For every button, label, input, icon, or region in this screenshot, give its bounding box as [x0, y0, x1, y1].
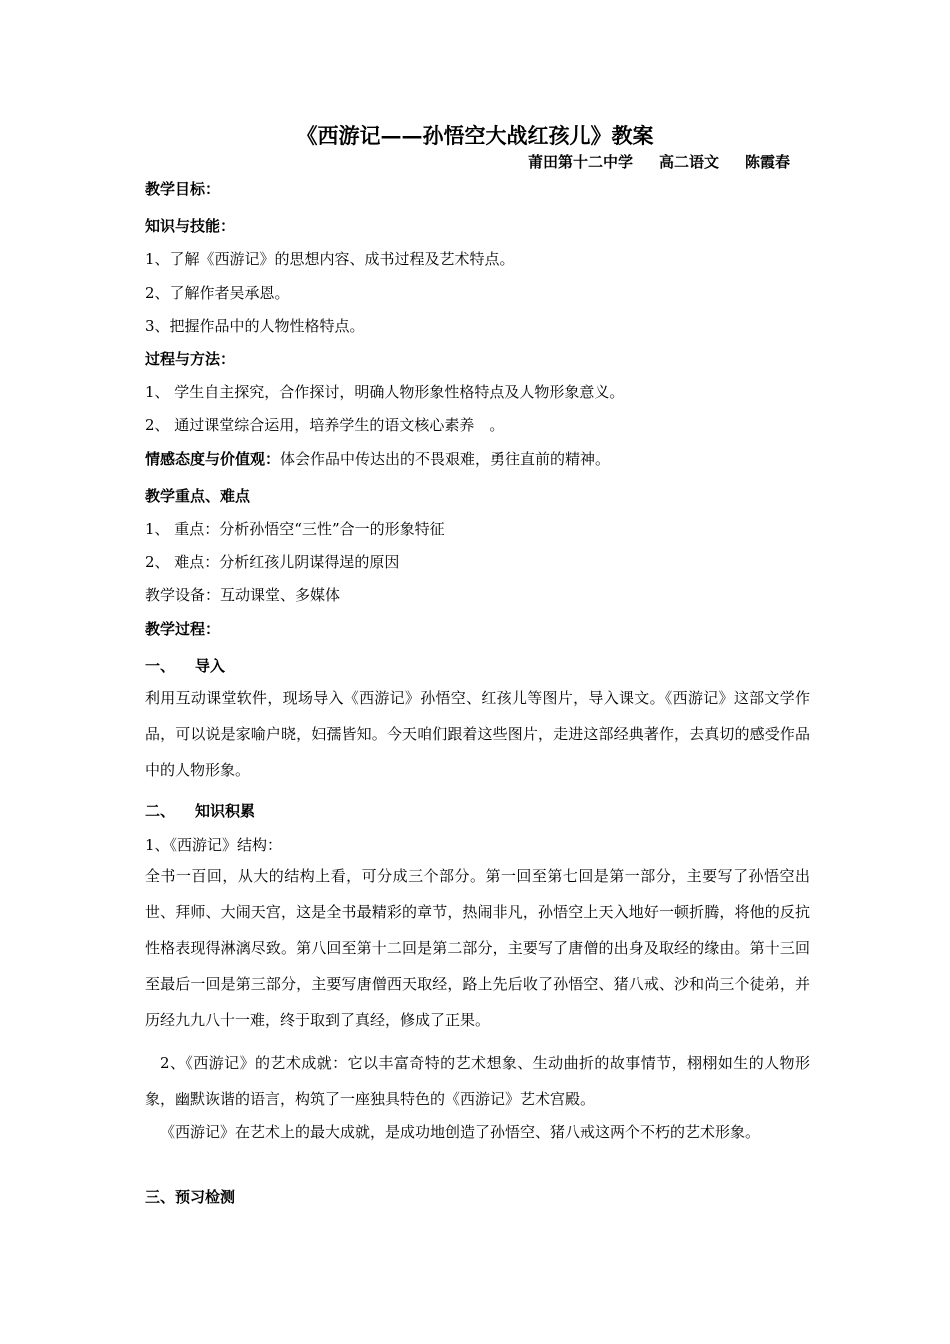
- section-heading: [145, 801, 255, 821]
- key-point-item: 2、 难点：分析红孩儿阴谋得逞的原因: [145, 553, 400, 571]
- procedure-heading: 教学过程：: [145, 620, 221, 638]
- process-item: 1、 学生自主探究，合作探讨，明确人物形象性格特点及人物形象意义。: [145, 383, 625, 401]
- process-item: 2、 通过课堂综合运用，培养学生的语文核心素养 。: [145, 416, 505, 434]
- key-point-item: 1、 重点：分析孙悟空“三性”合一的形象特征: [145, 520, 445, 538]
- section-heading: 三、预习检测: [145, 1188, 236, 1206]
- structure-subheading: 1、《西游记》结构：: [145, 836, 283, 854]
- emotion-label: 情感态度与价值观：: [145, 450, 281, 468]
- author-class: 高二语文: [658, 153, 719, 171]
- section-title: 导入: [195, 657, 226, 675]
- document-title: 《西游记——孙悟空大战红孩儿》教案: [296, 123, 654, 148]
- author-line: [528, 152, 790, 172]
- achievement-paragraph: 《西游记》在艺术上的最大成就，是成功地创造了孙悟空、猪八戒这两个不朽的艺术形象。: [160, 1123, 761, 1141]
- section-number: 二、: [145, 802, 176, 820]
- author-name: 陈霞春: [744, 153, 790, 171]
- key-points-heading: 教学重点、难点: [145, 487, 251, 505]
- art-paragraph: 2、《西游记》的艺术成就：它以丰富奇特的艺术想象、生动曲折的故事情节，栩栩如生的人物形象，幽默诙谐的语言，构筑了一座独具特色的《西游记》艺术宫殿。: [145, 1054, 810, 1108]
- section-number: 一、: [145, 657, 176, 675]
- section-heading: [145, 656, 225, 676]
- knowledge-item: 2、了解作者吴承恩。: [145, 284, 290, 302]
- process-heading: 过程与方法：: [145, 350, 236, 368]
- knowledge-item: 1、了解《西游记》的思想内容、成书过程及艺术特点。: [145, 250, 515, 268]
- knowledge-heading: 知识与技能：: [145, 217, 236, 235]
- emotion-line: [145, 449, 610, 469]
- structure-paragraph: 全书一百回，从大的结构上看，可分成三个部分。第一回至第七回是第一部分，主要写了孙悟空出世、拜师、大闹天宫，这是全书最精彩的章节，热闹非凡，孙悟空上天入地好一顿折腾，将他的反抗性格表现得淋漓尽致。第八回至第十二回是第二部分，主要写了唐僧的出身及取经的缘由。第十三回至最后一回是第三部分，主要写唐僧西天取经，路上先后收了孙悟空、猪八戒、沙和尚三个徒弟，并历经九九八十一难，终于取到了真经，修成了正果。: [145, 867, 810, 1029]
- objectives-heading: 教学目标：: [145, 180, 221, 198]
- section-title: 知识积累: [195, 802, 256, 820]
- author-school: 莆田第十二中学: [527, 153, 633, 171]
- intro-paragraph: 利用互动课堂软件，现场导入《西游记》孙悟空、红孩儿等图片，导入课文。《西游记》这部文学作品，可以说是家喻户晓，妇孺皆知。今天咱们跟着这些图片，走进这部经典著作，去真切的感受作品中的人物形象。: [145, 689, 810, 779]
- emotion-text: 体会作品中传达出的不畏艰难，勇往直前的精神。: [280, 450, 611, 468]
- knowledge-item: 3、把握作品中的人物性格特点。: [145, 317, 365, 335]
- equipment-line: 教学设备：互动课堂、多媒体: [145, 586, 341, 604]
